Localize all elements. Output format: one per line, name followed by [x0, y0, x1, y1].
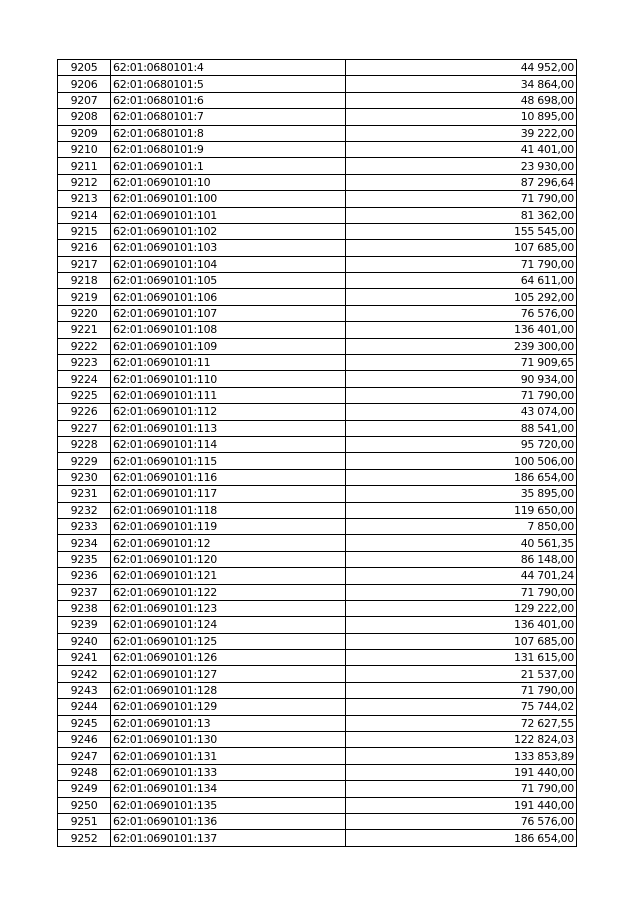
- cadastral-number-cell: 62:01:0690101:128: [111, 682, 346, 698]
- cadastral-number-cell: 62:01:0690101:114: [111, 436, 346, 452]
- table-row: [58, 453, 577, 469]
- cadastral-number-cell: 62:01:0690101:111: [111, 387, 346, 403]
- table-row: [58, 109, 577, 125]
- value-cell: 71 790,00: [346, 781, 577, 797]
- table-row: [58, 486, 577, 502]
- cadastral-number-cell: 62:01:0690101:104: [111, 256, 346, 272]
- value-cell: 35 895,00: [346, 486, 577, 502]
- value-cell: 71 790,00: [346, 682, 577, 698]
- table-row: [58, 781, 577, 797]
- row-number-cell: 9215: [58, 223, 111, 239]
- cadastral-number-cell: 62:01:0690101:1: [111, 158, 346, 174]
- table-row: [58, 338, 577, 354]
- value-cell: 10 895,00: [346, 109, 577, 125]
- cadastral-number-cell: 62:01:0690101:102: [111, 223, 346, 239]
- table-row: [58, 600, 577, 616]
- row-number-cell: 9210: [58, 141, 111, 157]
- cadastral-number-cell: 62:01:0690101:137: [111, 830, 346, 846]
- table-row: [58, 535, 577, 551]
- cadastral-number-cell: 62:01:0690101:109: [111, 338, 346, 354]
- row-number-cell: 9235: [58, 551, 111, 567]
- value-cell: 133 853,89: [346, 748, 577, 764]
- table-row: [58, 240, 577, 256]
- table-row: [58, 715, 577, 731]
- row-number-cell: 9238: [58, 600, 111, 616]
- table-row: [58, 650, 577, 666]
- table-row: [58, 568, 577, 584]
- row-number-cell: 9245: [58, 715, 111, 731]
- value-cell: 129 222,00: [346, 600, 577, 616]
- row-number-cell: 9231: [58, 486, 111, 502]
- value-cell: 95 720,00: [346, 436, 577, 452]
- cadastral-number-cell: 62:01:0690101:121: [111, 568, 346, 584]
- cadastral-number-cell: 62:01:0690101:100: [111, 191, 346, 207]
- row-number-cell: 9217: [58, 256, 111, 272]
- table-row: [58, 174, 577, 190]
- table-row: [58, 518, 577, 534]
- table-row: [58, 355, 577, 371]
- table-row: [58, 60, 577, 76]
- table-row: [58, 584, 577, 600]
- value-cell: 131 615,00: [346, 650, 577, 666]
- value-cell: 239 300,00: [346, 338, 577, 354]
- table-row: [58, 158, 577, 174]
- row-number-cell: 9214: [58, 207, 111, 223]
- cadastral-number-cell: 62:01:0690101:11: [111, 355, 346, 371]
- cadastral-number-cell: 62:01:0690101:135: [111, 797, 346, 813]
- cadastral-number-cell: 62:01:0680101:7: [111, 109, 346, 125]
- row-number-cell: 9209: [58, 125, 111, 141]
- value-cell: 7 850,00: [346, 518, 577, 534]
- cadastral-number-cell: 62:01:0690101:12: [111, 535, 346, 551]
- table-row: [58, 469, 577, 485]
- table-row: [58, 830, 577, 846]
- table-row: [58, 92, 577, 108]
- cadastral-number-cell: 62:01:0690101:112: [111, 404, 346, 420]
- row-number-cell: 9233: [58, 518, 111, 534]
- cadastral-number-cell: 62:01:0690101:134: [111, 781, 346, 797]
- table-row: [58, 125, 577, 141]
- table-row: [58, 748, 577, 764]
- cadastral-number-cell: 62:01:0690101:136: [111, 813, 346, 829]
- cadastral-number-cell: 62:01:0690101:107: [111, 305, 346, 321]
- row-number-cell: 9232: [58, 502, 111, 518]
- cadastral-number-cell: 62:01:0690101:120: [111, 551, 346, 567]
- cadastral-number-cell: 62:01:0690101:127: [111, 666, 346, 682]
- row-number-cell: 9251: [58, 813, 111, 829]
- table-row: [58, 617, 577, 633]
- table-row: [58, 813, 577, 829]
- value-cell: 107 685,00: [346, 633, 577, 649]
- value-cell: 105 292,00: [346, 289, 577, 305]
- table-row: [58, 387, 577, 403]
- row-number-cell: 9246: [58, 732, 111, 748]
- table-row: [58, 732, 577, 748]
- table-body: [58, 60, 577, 847]
- value-cell: 72 627,55: [346, 715, 577, 731]
- row-number-cell: 9239: [58, 617, 111, 633]
- value-cell: 191 440,00: [346, 797, 577, 813]
- row-number-cell: 9240: [58, 633, 111, 649]
- table-row: [58, 502, 577, 518]
- table-row: [58, 666, 577, 682]
- value-cell: 90 934,00: [346, 371, 577, 387]
- cadastral-number-cell: 62:01:0690101:116: [111, 469, 346, 485]
- cadastral-number-cell: 62:01:0680101:8: [111, 125, 346, 141]
- value-cell: 81 362,00: [346, 207, 577, 223]
- row-number-cell: 9249: [58, 781, 111, 797]
- row-number-cell: 9213: [58, 191, 111, 207]
- table-row: [58, 682, 577, 698]
- value-cell: 71 790,00: [346, 191, 577, 207]
- value-cell: 75 744,02: [346, 699, 577, 715]
- row-number-cell: 9212: [58, 174, 111, 190]
- row-number-cell: 9223: [58, 355, 111, 371]
- table-row: [58, 420, 577, 436]
- value-cell: 64 611,00: [346, 273, 577, 289]
- value-cell: 40 561,35: [346, 535, 577, 551]
- cadastral-number-cell: 62:01:0690101:105: [111, 273, 346, 289]
- value-cell: 136 401,00: [346, 617, 577, 633]
- row-number-cell: 9250: [58, 797, 111, 813]
- row-number-cell: 9243: [58, 682, 111, 698]
- row-number-cell: 9224: [58, 371, 111, 387]
- value-cell: 44 701,24: [346, 568, 577, 584]
- table-row: [58, 371, 577, 387]
- table-row: [58, 764, 577, 780]
- row-number-cell: 9244: [58, 699, 111, 715]
- cadastral-number-cell: 62:01:0690101:13: [111, 715, 346, 731]
- cadastral-number-cell: 62:01:0690101:130: [111, 732, 346, 748]
- value-cell: 186 654,00: [346, 469, 577, 485]
- table-row: [58, 141, 577, 157]
- row-number-cell: 9237: [58, 584, 111, 600]
- cadastral-number-cell: 62:01:0690101:118: [111, 502, 346, 518]
- row-number-cell: 9222: [58, 338, 111, 354]
- cadastral-number-cell: 62:01:0690101:113: [111, 420, 346, 436]
- table-row: [58, 797, 577, 813]
- row-number-cell: 9227: [58, 420, 111, 436]
- value-cell: 186 654,00: [346, 830, 577, 846]
- cadastral-value-table: [57, 59, 577, 847]
- value-cell: 119 650,00: [346, 502, 577, 518]
- cadastral-number-cell: 62:01:0680101:6: [111, 92, 346, 108]
- row-number-cell: 9208: [58, 109, 111, 125]
- table-row: [58, 207, 577, 223]
- table-row: [58, 191, 577, 207]
- cadastral-number-cell: 62:01:0690101:108: [111, 322, 346, 338]
- table-row: [58, 436, 577, 452]
- table-row: [58, 256, 577, 272]
- cadastral-number-cell: 62:01:0690101:106: [111, 289, 346, 305]
- row-number-cell: 9247: [58, 748, 111, 764]
- table-row: [58, 305, 577, 321]
- value-cell: 21 537,00: [346, 666, 577, 682]
- row-number-cell: 9207: [58, 92, 111, 108]
- table-row: [58, 289, 577, 305]
- row-number-cell: 9236: [58, 568, 111, 584]
- row-number-cell: 9226: [58, 404, 111, 420]
- cadastral-number-cell: 62:01:0690101:133: [111, 764, 346, 780]
- value-cell: 23 930,00: [346, 158, 577, 174]
- value-cell: 76 576,00: [346, 813, 577, 829]
- table-row: [58, 223, 577, 239]
- cadastral-number-cell: 62:01:0680101:9: [111, 141, 346, 157]
- cadastral-number-cell: 62:01:0690101:131: [111, 748, 346, 764]
- cadastral-number-cell: 62:01:0690101:115: [111, 453, 346, 469]
- cadastral-number-cell: 62:01:0690101:123: [111, 600, 346, 616]
- cadastral-number-cell: 62:01:0680101:4: [111, 60, 346, 76]
- row-number-cell: 9241: [58, 650, 111, 666]
- table-row: [58, 551, 577, 567]
- value-cell: 88 541,00: [346, 420, 577, 436]
- cadastral-number-cell: 62:01:0690101:117: [111, 486, 346, 502]
- row-number-cell: 9205: [58, 60, 111, 76]
- table-row: [58, 76, 577, 92]
- row-number-cell: 9230: [58, 469, 111, 485]
- value-cell: 155 545,00: [346, 223, 577, 239]
- value-cell: 100 506,00: [346, 453, 577, 469]
- value-cell: 44 952,00: [346, 60, 577, 76]
- cadastral-number-cell: 62:01:0690101:124: [111, 617, 346, 633]
- value-cell: 122 824,03: [346, 732, 577, 748]
- row-number-cell: 9221: [58, 322, 111, 338]
- row-number-cell: 9225: [58, 387, 111, 403]
- cadastral-number-cell: 62:01:0690101:125: [111, 633, 346, 649]
- cadastral-number-cell: 62:01:0690101:119: [111, 518, 346, 534]
- row-number-cell: 9206: [58, 76, 111, 92]
- value-cell: 71 909,65: [346, 355, 577, 371]
- value-cell: 86 148,00: [346, 551, 577, 567]
- value-cell: 43 074,00: [346, 404, 577, 420]
- row-number-cell: 9220: [58, 305, 111, 321]
- row-number-cell: 9252: [58, 830, 111, 846]
- value-cell: 41 401,00: [346, 141, 577, 157]
- table-row: [58, 699, 577, 715]
- cadastral-number-cell: 62:01:0690101:126: [111, 650, 346, 666]
- table-row: [58, 404, 577, 420]
- row-number-cell: 9229: [58, 453, 111, 469]
- row-number-cell: 9219: [58, 289, 111, 305]
- cadastral-number-cell: 62:01:0680101:5: [111, 76, 346, 92]
- value-cell: 191 440,00: [346, 764, 577, 780]
- value-cell: 39 222,00: [346, 125, 577, 141]
- row-number-cell: 9248: [58, 764, 111, 780]
- row-number-cell: 9218: [58, 273, 111, 289]
- cadastral-number-cell: 62:01:0690101:10: [111, 174, 346, 190]
- value-cell: 48 698,00: [346, 92, 577, 108]
- value-cell: 107 685,00: [346, 240, 577, 256]
- row-number-cell: 9228: [58, 436, 111, 452]
- row-number-cell: 9234: [58, 535, 111, 551]
- cadastral-number-cell: 62:01:0690101:122: [111, 584, 346, 600]
- table-row: [58, 273, 577, 289]
- value-cell: 71 790,00: [346, 584, 577, 600]
- table-row: [58, 633, 577, 649]
- cadastral-number-cell: 62:01:0690101:110: [111, 371, 346, 387]
- value-cell: 136 401,00: [346, 322, 577, 338]
- value-cell: 34 864,00: [346, 76, 577, 92]
- row-number-cell: 9211: [58, 158, 111, 174]
- value-cell: 71 790,00: [346, 387, 577, 403]
- row-number-cell: 9242: [58, 666, 111, 682]
- table-row: [58, 322, 577, 338]
- row-number-cell: 9216: [58, 240, 111, 256]
- cadastral-number-cell: 62:01:0690101:129: [111, 699, 346, 715]
- value-cell: 71 790,00: [346, 256, 577, 272]
- value-cell: 87 296,64: [346, 174, 577, 190]
- cadastral-number-cell: 62:01:0690101:103: [111, 240, 346, 256]
- cadastral-number-cell: 62:01:0690101:101: [111, 207, 346, 223]
- value-cell: 76 576,00: [346, 305, 577, 321]
